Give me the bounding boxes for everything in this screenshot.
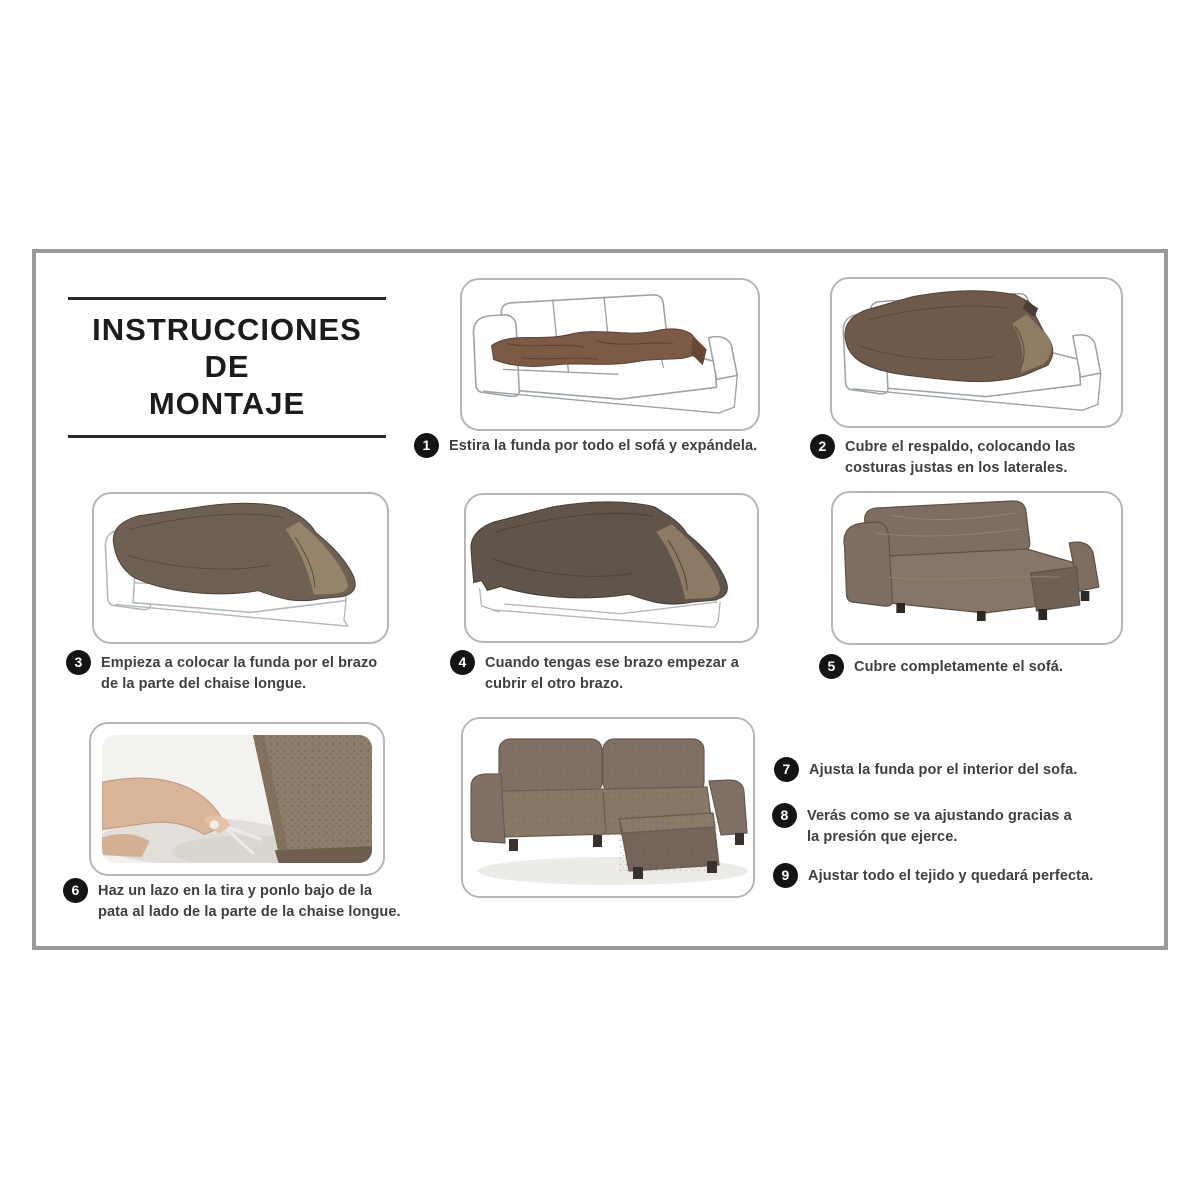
sofa-outline-cover-on-seat-icon (462, 280, 758, 429)
step-3-illustration (92, 492, 389, 644)
step-4-number-badge: 4 (450, 650, 475, 675)
step-2-illustration (830, 277, 1123, 428)
step-6-text-line-2: pata al lado de la parte de la chaise longue. (98, 904, 401, 920)
step-7-illustration (461, 717, 755, 898)
step-1-text: Estira la funda por todo el sofá y expándela. (449, 438, 758, 454)
step-1-illustration (460, 278, 760, 431)
sofa-outline-cover-over-chaise-icon (94, 494, 387, 642)
step-5-text: Cubre completamente el sofá. (854, 659, 1064, 675)
step-5-illustration (831, 491, 1123, 645)
step-5-number-badge: 5 (819, 654, 844, 679)
sofa-outline-cover-both-arms-icon (466, 495, 757, 641)
step-2-number-badge: 2 (810, 434, 835, 459)
step-7-text: Ajusta la funda por el interior del sofa. (809, 762, 1078, 778)
step-2-text-line-1: Cubre el respaldo, colocando las (845, 439, 1076, 455)
step-9-number-badge: 9 (773, 863, 798, 888)
step-9-text: Ajustar todo el tejido y quedará perfecta. (808, 868, 1094, 884)
step-6-text-line-1: Haz un lazo en la tira y ponlo bajo de la (98, 883, 373, 899)
sofa-fully-covered-icon (833, 493, 1121, 643)
step-7-row (774, 760, 1077, 782)
step-3-row (66, 653, 377, 695)
hands-tying-strap-icon (102, 735, 372, 863)
step-9-row (773, 866, 1093, 888)
step-8-number-badge: 8 (772, 803, 797, 828)
step-1-number-badge: 1 (414, 433, 439, 458)
step-4-text-line-1: Cuando tengas ese brazo empezar a (485, 655, 739, 671)
step-8-text-line-1: Verás como se va ajustando gracias a (807, 808, 1072, 824)
step-4-row (450, 653, 739, 695)
step-3-number-badge: 3 (66, 650, 91, 675)
step-6-number-badge: 6 (63, 878, 88, 903)
step-7-number-badge: 7 (774, 757, 799, 782)
step-1-row (414, 436, 757, 458)
step-2-row (810, 437, 1075, 479)
page-title (68, 297, 386, 438)
step-4-illustration (464, 493, 759, 643)
sofa-outline-cover-over-backrest-icon (832, 279, 1121, 426)
finished-covered-sofa-icon (463, 719, 753, 896)
step-3-text-line-1: Empieza a colocar la funda por el brazo (101, 655, 378, 671)
strap-tying-photo (102, 735, 372, 863)
title-line-1: INSTRUCCIONES (92, 312, 362, 347)
step-2-text-line-2: costuras justas en los laterales. (845, 460, 1068, 476)
step-6-illustration (89, 722, 385, 876)
step-3-text-line-2: de la parte del chaise longue. (101, 676, 307, 692)
step-8-text-line-2: la presión que ejerce. (807, 829, 958, 845)
title-line-3: MONTAJE (148, 386, 306, 421)
step-8-row (772, 806, 1072, 848)
step-4-text-line-2: cubrir el otro brazo. (485, 676, 624, 692)
step-5-row (819, 657, 1063, 679)
step-6-row (63, 881, 401, 923)
title-line-2: DE (204, 349, 250, 384)
